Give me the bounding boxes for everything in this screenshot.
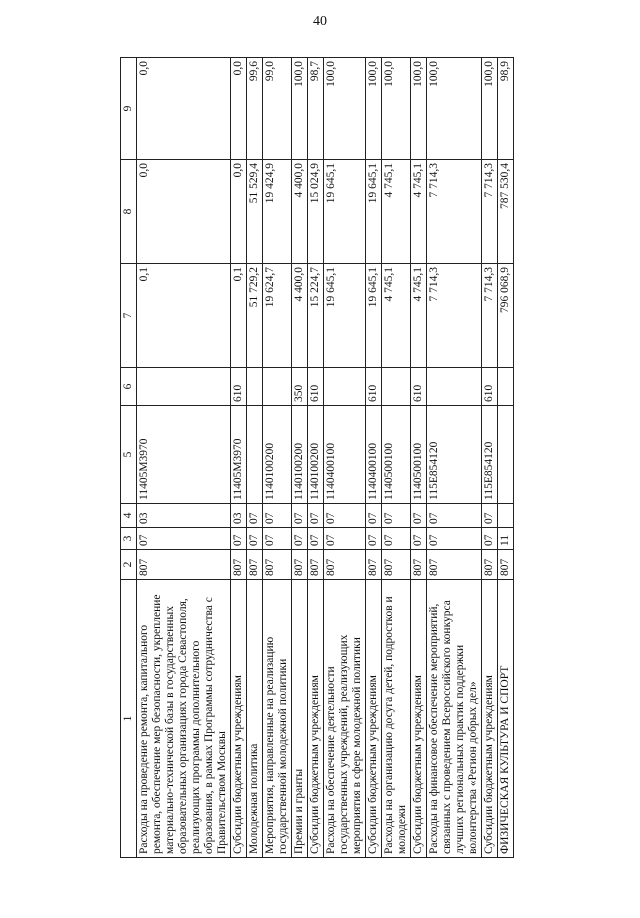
table-cell: 610 (308, 368, 324, 406)
table-row (137, 58, 231, 858)
table-cell: 807 (382, 550, 411, 580)
table-cell: 4 745,1 (382, 160, 411, 264)
table-cell: 1140100200 (308, 406, 324, 504)
table-cell: 15 024,9 (308, 160, 324, 264)
table-cell: 19 645,1 (324, 160, 366, 264)
table-cell: 807 (292, 550, 308, 580)
table-cell: Расходы на проведение ремонта, капитального ремонта, обеспечение мер безопасности, укрепление материально-технической базы в государственных образовательных организациях города Севастополя, реализующих программы дополнительного образования, в рамках Программы сотрудничества с Правительством Москвы (137, 580, 231, 858)
rotated-table-wrapper (120, 58, 535, 858)
table-cell: 796 068,9 (498, 264, 514, 368)
table-cell: 1140500100 (411, 406, 427, 504)
table-cell: 0,1 (231, 264, 247, 368)
table-cell: 807 (498, 550, 514, 580)
table-cell: Субсидии бюджетным учреждениям (411, 580, 427, 858)
table-cell: 807 (411, 550, 427, 580)
table-cell: 1140500100 (382, 406, 411, 504)
table-cell: 7 714,3 (427, 160, 482, 264)
table-cell: Расходы на обеспечение деятельности государственных учреждений, реализующих мероприятия в сфере молодежной политики (324, 580, 366, 858)
table-cell: 807 (247, 550, 263, 580)
table-cell: 99,6 (247, 58, 263, 160)
table-cell: 51 729,2 (247, 264, 263, 368)
table-cell: 07 (292, 504, 308, 528)
table-cell: Субсидии бюджетным учреждениям (366, 580, 382, 858)
table-row (411, 58, 427, 858)
table-cell: 1140400100 (366, 406, 382, 504)
column-header: 2 (121, 550, 137, 580)
table-cell (498, 406, 514, 504)
table-cell: 07 (231, 528, 247, 550)
table-cell: 610 (411, 368, 427, 406)
table-cell (137, 368, 231, 406)
table-row (263, 58, 292, 858)
table-cell: 07 (247, 504, 263, 528)
table-cell (263, 368, 292, 406)
table-cell: 99,0 (263, 58, 292, 160)
table-cell: 4 400,0 (292, 264, 308, 368)
table-cell: Расходы на организацию досуга детей, подростков и молодежи (382, 580, 411, 858)
table-cell: 03 (231, 504, 247, 528)
table-cell: 11 (498, 528, 514, 550)
table-row (482, 58, 498, 858)
page-number: 40 (313, 14, 327, 29)
table-cell: 07 (427, 504, 482, 528)
table-cell: 07 (263, 528, 292, 550)
table-cell: 07 (411, 528, 427, 550)
table-row (366, 58, 382, 858)
table-cell: 07 (263, 504, 292, 528)
table-row (427, 58, 482, 858)
table-cell: 19 424,9 (263, 160, 292, 264)
table-cell: 07 (427, 528, 482, 550)
table-cell: 19 624,7 (263, 264, 292, 368)
table-row (247, 58, 263, 858)
table-cell: 807 (482, 550, 498, 580)
table-cell (247, 368, 263, 406)
table-cell: 15 224,7 (308, 264, 324, 368)
table-cell: 07 (482, 504, 498, 528)
table-cell: 07 (382, 528, 411, 550)
table-cell: 350 (292, 368, 308, 406)
table-cell: Премии и гранты (292, 580, 308, 858)
table-cell: 100,0 (382, 58, 411, 160)
column-header: 4 (121, 504, 137, 528)
table-cell: 115Е854120 (482, 406, 498, 504)
table-cell: 4 745,1 (411, 264, 427, 368)
table-cell (427, 368, 482, 406)
table-cell: 07 (411, 504, 427, 528)
table-cell: 07 (137, 528, 231, 550)
column-header: 9 (121, 58, 137, 160)
table-cell: 807 (427, 550, 482, 580)
column-header: 6 (121, 368, 137, 406)
table-cell: 100,0 (292, 58, 308, 160)
table-cell: 1140100200 (263, 406, 292, 504)
table-cell: 807 (137, 550, 231, 580)
table-cell: Субсидии бюджетным учреждениям (308, 580, 324, 858)
table-cell: 0,0 (137, 58, 231, 160)
table-cell: 1140400100 (324, 406, 366, 504)
column-header: 5 (121, 406, 137, 504)
table-cell: 07 (308, 504, 324, 528)
table-cell: 0,1 (137, 264, 231, 368)
table-cell: 807 (263, 550, 292, 580)
table-cell: 807 (366, 550, 382, 580)
table-cell: 610 (366, 368, 382, 406)
table-cell (498, 368, 514, 406)
table-cell (382, 368, 411, 406)
table-cell: 807 (308, 550, 324, 580)
table-cell: 807 (231, 550, 247, 580)
table-cell: 11405М3970 (231, 406, 247, 504)
budget-table (120, 57, 514, 858)
table-cell: 787 530,4 (498, 160, 514, 264)
table-cell: Субсидии бюджетным учреждениям (231, 580, 247, 858)
table-cell: 51 529,4 (247, 160, 263, 264)
table-cell: 100,0 (324, 58, 366, 160)
column-header: 8 (121, 160, 137, 264)
table-cell: 07 (366, 504, 382, 528)
table-cell: 07 (247, 528, 263, 550)
table-cell: 07 (382, 504, 411, 528)
table-cell: 19 645,1 (366, 160, 382, 264)
table-cell: 0,0 (231, 58, 247, 160)
table-cell: 1140100200 (292, 406, 308, 504)
table-cell: 07 (482, 528, 498, 550)
table-cell: 7 714,3 (482, 160, 498, 264)
table-cell: 0,0 (231, 160, 247, 264)
table-cell: 610 (482, 368, 498, 406)
table-cell: Расходы на финансовое обеспечение мероприятий, связанных с проведением Всероссийского конкурса лучших региональных практик поддержки волонтерства «Регион добрых дел» (427, 580, 482, 858)
table-cell: 100,0 (366, 58, 382, 160)
table-cell: Мероприятия, направленные на реализацию государственной молодежной политики (263, 580, 292, 858)
table-cell: 19 645,1 (324, 264, 366, 368)
header-row (121, 58, 137, 858)
table-cell (324, 368, 366, 406)
table-cell (498, 504, 514, 528)
table-cell: 19 645,1 (366, 264, 382, 368)
table-cell: 07 (308, 528, 324, 550)
column-header: 7 (121, 264, 137, 368)
table-row (382, 58, 411, 858)
table-cell: 610 (231, 368, 247, 406)
table-cell: 03 (137, 504, 231, 528)
table-cell: Молодежная политика (247, 580, 263, 858)
table-cell: Субсидии бюджетным учреждениям (482, 580, 498, 858)
table-cell: 4 745,1 (382, 264, 411, 368)
table-cell (247, 406, 263, 504)
table-row (324, 58, 366, 858)
table-cell: ФИЗИЧЕСКАЯ КУЛЬТУРА И СПОРТ (498, 580, 514, 858)
table-row (292, 58, 308, 858)
table-cell: 115Е854120 (427, 406, 482, 504)
table-row (498, 58, 514, 858)
table-cell: 0,0 (137, 160, 231, 264)
table-cell: 7 714,3 (427, 264, 482, 368)
table-cell: 98,9 (498, 58, 514, 160)
column-header: 1 (121, 580, 137, 858)
table-cell: 4 400,0 (292, 160, 308, 264)
column-header: 3 (121, 528, 137, 550)
table-cell: 807 (324, 550, 366, 580)
table-row (231, 58, 247, 858)
table-cell: 7 714,3 (482, 264, 498, 368)
table-cell: 4 745,1 (411, 160, 427, 264)
table-cell: 07 (292, 528, 308, 550)
table-cell: 100,0 (482, 58, 498, 160)
table-cell: 11405М3970 (137, 406, 231, 504)
table-cell: 98,7 (308, 58, 324, 160)
table-row (308, 58, 324, 858)
table-cell: 07 (324, 504, 366, 528)
table-cell: 100,0 (411, 58, 427, 160)
table-cell: 07 (324, 528, 366, 550)
table-cell: 100,0 (427, 58, 482, 160)
table-cell: 07 (366, 528, 382, 550)
